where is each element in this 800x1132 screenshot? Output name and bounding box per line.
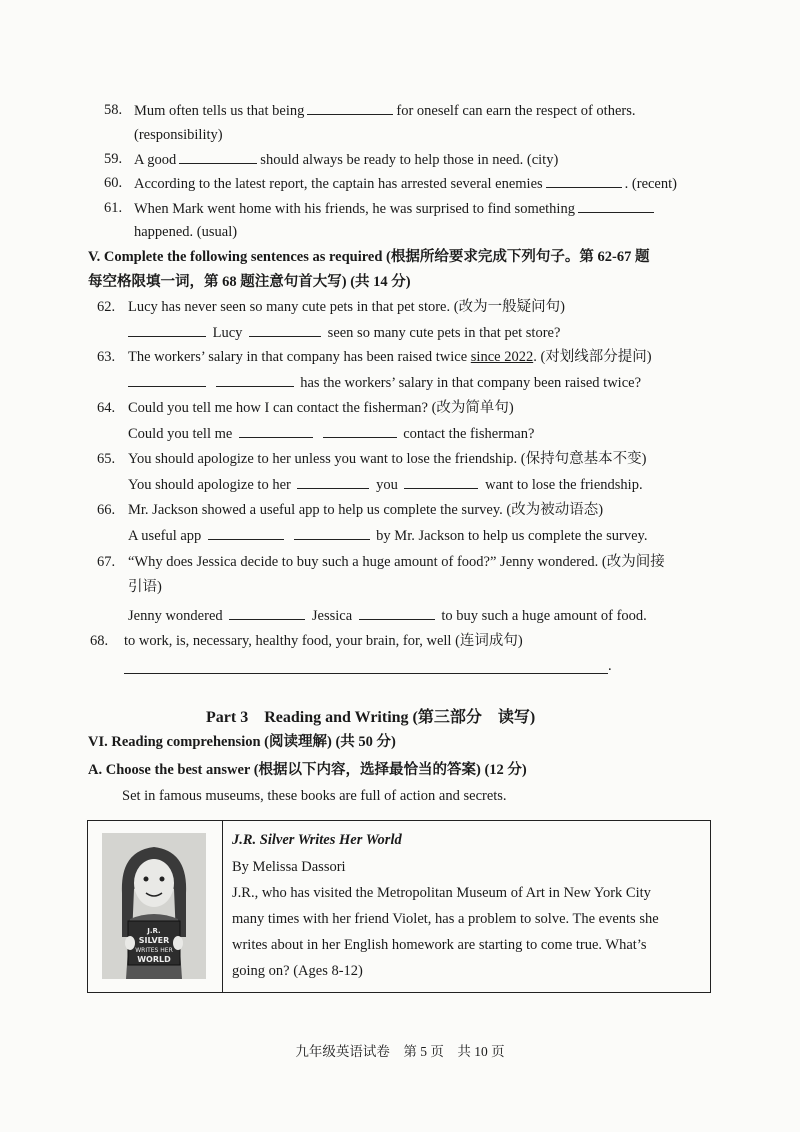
question-61: When Mark went home with his friends, he was surprised to find something [134,198,657,219]
section-6-heading: VI. Reading comprehension (阅读理解) (共 50 分) [88,734,396,750]
question-68: to work, is, necessary, healthy food, your brain, for, well (连词成句) [124,633,523,649]
question-number: 64. [97,400,116,416]
question-number: 63. [97,349,116,365]
question-65-answer: You should apologize to her you want to lose the friendship. [128,474,643,495]
question-61-line2: happened. (usual) [134,224,238,240]
question-59: A good should always be ready to help those in need. (city) [134,149,558,170]
girl-illustration [102,833,206,979]
cover-text: WORLD [137,955,171,964]
underlined-phrase: since 2022 [470,349,534,365]
section-5-heading: V. Complete the following sentences as required (根据所给要求完成下列句子。第 62-67 题 [88,249,650,265]
book-entry-box [87,820,711,993]
question-number: 68. [90,633,109,649]
question-67-line2: 引语) [128,579,162,595]
answer-blank[interactable] [359,605,435,620]
answer-blank[interactable] [404,474,478,489]
section-a-intro: Set in famous museums, these books are full of action and secrets. [122,788,507,804]
part-3-title: Part 3 Reading and Writing (第三部分 读写) [206,709,536,726]
answer-blank[interactable] [229,605,305,620]
question-number: 61. [104,200,123,216]
answer-line-period: . [608,658,612,674]
cover-text: WRITES HER [135,947,173,954]
box-divider [222,821,223,992]
question-62-answer: Lucy seen so many cute pets in that pet store? [128,322,560,343]
question-number: 60. [104,175,123,191]
question-60: According to the latest report, the captain has arrested several enemies . (recent) [134,173,677,194]
answer-blank[interactable] [179,149,257,164]
question-number: 67. [97,554,116,570]
answer-blank[interactable] [546,173,622,188]
question-66: Mr. Jackson showed a useful app to help us complete the survey. (改为被动语态) [128,502,604,518]
answer-blank[interactable] [297,474,369,489]
answer-line[interactable] [124,672,608,674]
cover-text: SILVER [138,936,170,945]
question-number: 62. [97,299,116,315]
answer-blank[interactable] [249,322,321,337]
answer-blank[interactable] [578,198,654,213]
book-cover-image [102,833,206,979]
question-65: You should apologize to her unless you want to lose the friendship. (保持句意基本不变) [128,451,647,467]
cover-text: J.R. [147,927,161,935]
question-63: The workers’ salary in that company has been raised twice since 2022. (对划线部分提问) [128,349,652,365]
answer-blank[interactable] [128,372,206,387]
page-footer: 九年级英语试卷 第 5 页 共 10 页 [295,1044,505,1059]
book-author: By Melissa Dassori [232,859,346,875]
question-number: 58. [104,102,123,118]
question-67: “Why does Jessica decide to buy such a huge amount of food?” Jenny wondered. (改为间接 [128,554,665,570]
question-67-answer: Jenny wondered Jessica to buy such a huge amount of food. [128,605,647,626]
section-a-heading: A. Choose the best answer (根据以下内容，选择最恰当的答案) (12 分) [88,762,527,778]
answer-blank[interactable] [216,372,294,387]
answer-blank[interactable] [307,100,393,115]
book-title: J.R. Silver Writes Her World [232,832,402,848]
book-description-line: J.R., who has visited the Metropolitan Museum of Art in New York City [232,885,651,901]
question-63-answer: has the workers’ salary in that company been raised twice? [128,372,641,393]
answer-blank[interactable] [128,322,206,337]
question-number: 66. [97,502,116,518]
question-64-answer: Could you tell me contact the fisherman? [128,423,534,444]
question-number: 65. [97,451,116,467]
question-62: Lucy has never seen so many cute pets in that pet store. (改为一般疑问句) [128,299,565,315]
book-description-line: writes about in her English homework are starting to come true. What’s [232,937,647,953]
answer-blank[interactable] [239,423,313,438]
question-58-hint: (responsibility) [134,127,223,143]
answer-blank[interactable] [208,525,284,540]
answer-blank[interactable] [294,525,370,540]
question-number: 59. [104,151,123,167]
section-5-heading-line2: 每空格限填一词，第 68 题注意句首大写) (共 14 分) [88,274,411,290]
question-64: Could you tell me how I can contact the fisherman? (改为简单句) [128,400,514,416]
book-description-line: going on? (Ages 8-12) [232,963,363,979]
question-58: Mum often tells us that being for oneself can earn the respect of others. [134,100,636,121]
question-66-answer: A useful app by Mr. Jackson to help us complete the survey. [128,525,647,546]
book-description-line: many times with her friend Violet, has a problem to solve. The events she [232,911,659,927]
answer-blank[interactable] [323,423,397,438]
